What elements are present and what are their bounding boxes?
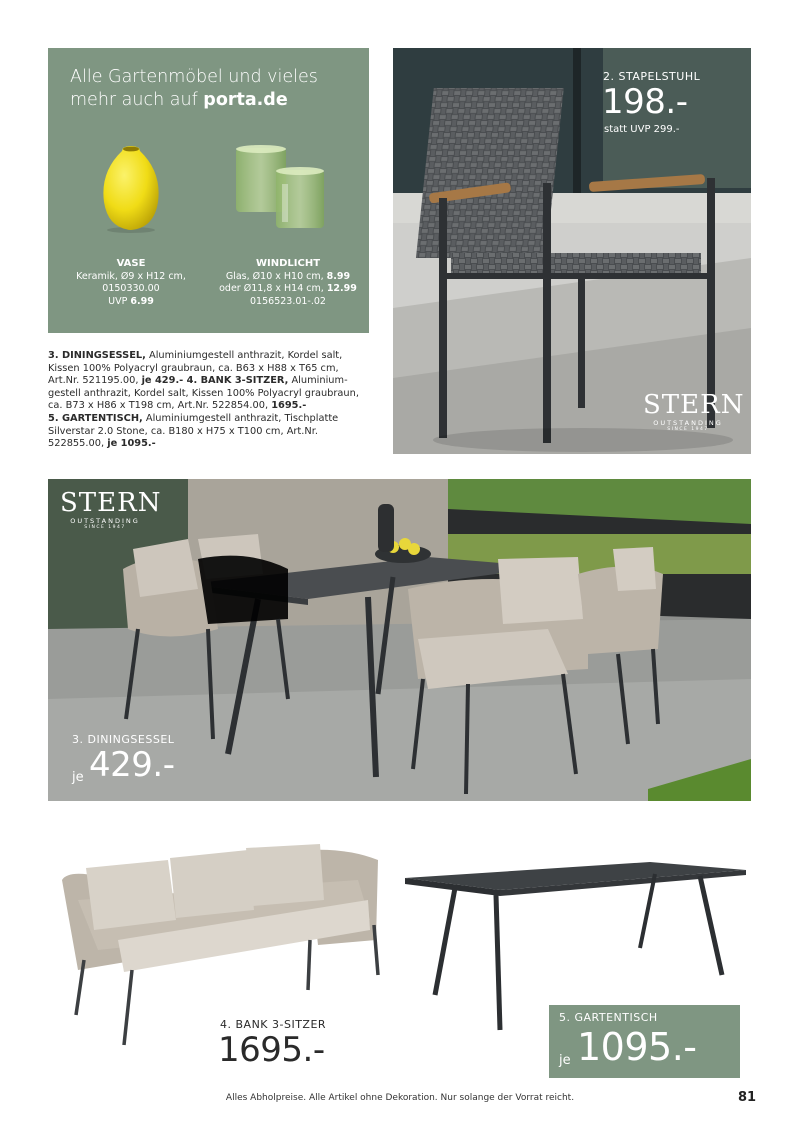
- desc-item3-price: je 429.-: [141, 375, 184, 387]
- stern-logo-dining-name: STERN: [60, 488, 162, 518]
- stern-logo-dining-tagline: OUTSTANDING: [70, 517, 140, 525]
- diningsessel-label: 3. DININGSESSEL: [72, 733, 175, 746]
- product-description: [48, 350, 370, 451]
- promo-headline-prefix: mehr auch auf: [70, 90, 204, 110]
- desc-item5-text: Aluminiumgestell anthrazit, Tischplatte Silverstar 2.0 Stone, ca. B180 x H75 x T100 cm, Art.Nr. 522855.00,: [48, 412, 339, 450]
- promo-headline-line2: [70, 89, 360, 112]
- stapelstuhl-price: 198.-: [602, 82, 688, 122]
- gartentisch-label: 5. GARTENTISCH: [559, 1011, 658, 1024]
- desc-item5-name: 5. GARTENTISCH,: [48, 412, 143, 424]
- bank-label: 4. BANK 3-SITZER: [220, 1018, 327, 1031]
- stapelstuhl-photo: [393, 48, 751, 454]
- diningsessel-je: je: [72, 770, 84, 785]
- stapelstuhl-label: 2. STAPELSTUHL: [603, 70, 701, 83]
- windlicht-name: WINDLICHT: [255, 258, 321, 269]
- porta-link[interactable]: porta.de: [203, 90, 288, 110]
- gartentisch-price-box: [549, 1005, 740, 1078]
- desc-item5-price: je 1095.-: [107, 438, 156, 450]
- desc-item4-name: 4. BANK 3-SITZER,: [183, 375, 289, 387]
- windlicht-price2: 12.99: [326, 283, 357, 294]
- vase-image: [96, 142, 166, 234]
- page-number: 81: [738, 1090, 757, 1105]
- vase-uvp: [56, 296, 206, 309]
- vase-material: Keramik, Ø9 x H12 cm,: [76, 270, 186, 282]
- stern-logo-tagline: OUTSTANDING: [653, 419, 723, 427]
- stapelstuhl-statt-price: statt UVP 299.-: [604, 124, 680, 135]
- windlicht-info: [208, 258, 368, 308]
- gartentisch-price: 1095.-: [577, 1025, 697, 1069]
- windlicht-size2-text: oder Ø11,8 x H14 cm,: [219, 283, 327, 294]
- windlicht-price1: 8.99: [326, 270, 351, 282]
- vase-name: VASE: [116, 258, 146, 269]
- windlicht-size1-text: Glas, Ø10 x H10 cm,: [225, 270, 327, 282]
- vase-price: 6.99: [130, 295, 154, 307]
- bank-price: 1695.-: [218, 1030, 325, 1070]
- promo-headline-line1: Alle Gartenmöbel und vieles: [70, 67, 318, 87]
- diningsessel-photo: [48, 479, 751, 801]
- desc-item4-price: 1695.-: [271, 400, 307, 412]
- windlicht-image: [230, 144, 330, 236]
- vase-info: [56, 258, 206, 308]
- promo-box: [48, 48, 369, 333]
- footer-disclaimer: Alles Abholpreise. Alle Artikel ohne Dekoration. Nur solange der Vorrat reicht.: [225, 1093, 575, 1103]
- windlicht-size1: [208, 271, 368, 284]
- gartentisch-je: je: [559, 1053, 571, 1068]
- diningsessel-price: 429.-: [89, 745, 175, 785]
- windlicht-article: 0156523.01-.02: [250, 295, 326, 307]
- stern-logo-since: SINCE 1947: [667, 427, 709, 432]
- desc-item3-text: Aluminiumgestell anthrazit, Kordel salt, Kissen 100% Polyacryl graubraun, ca. B63 x H88 x T65 cm, Art.Nr. 521195.00,: [48, 350, 343, 387]
- desc-item4-text: Aluminiumgestell anthrazit, Kordel salt, Kissen 100% Polyacryl graubraun, ca. B73 x H86 x T198 cm, Art.Nr. 522854.00,: [48, 375, 359, 412]
- stern-logo: [643, 390, 745, 432]
- desc-item3-name: 3. DININGSESSEL,: [48, 350, 146, 361]
- stern-logo-dining-since: SINCE 1947: [84, 525, 126, 530]
- stern-logo-dining: [60, 488, 162, 530]
- stern-logo-name: STERN: [643, 390, 745, 420]
- windlicht-size2: [208, 283, 368, 296]
- promo-headline: [70, 66, 360, 112]
- vase-uvp-label: UVP: [108, 295, 131, 307]
- vase-article: 0150330.00: [102, 283, 160, 294]
